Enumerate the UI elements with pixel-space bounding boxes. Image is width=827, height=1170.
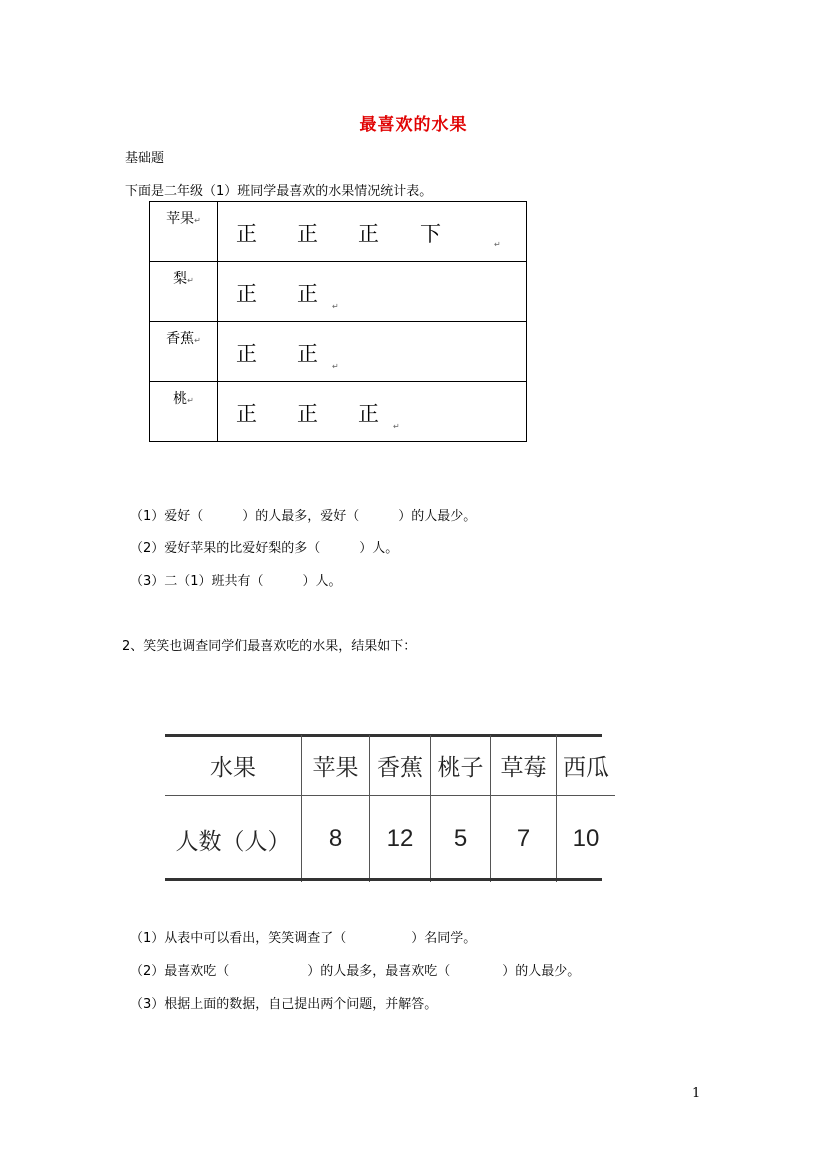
page-title: 最喜欢的水果	[359, 115, 468, 135]
question-2-3: （3）根据上面的数据，自己提出两个问题，并解答。	[130, 997, 438, 1012]
tally-mark: 正	[297, 402, 318, 426]
tally-row	[150, 262, 527, 322]
survey-count: 7	[491, 796, 557, 883]
question-1-2: （2）爱好苹果的比爱好梨的多（ ）人。	[130, 541, 399, 556]
survey-table	[165, 735, 615, 882]
survey-count-row	[165, 796, 615, 883]
tally-mark: 下	[420, 222, 441, 246]
survey-fruit: 西瓜	[557, 735, 616, 796]
tally-table	[149, 201, 527, 442]
tally-fruit-name: 桃↵	[150, 382, 218, 442]
survey-count: 12	[370, 796, 431, 883]
question-2-2: （2）最喜欢吃（ ）的人最多，最喜欢吃（ ）的人最少。	[130, 964, 581, 979]
tally-mark: 正	[236, 222, 257, 246]
tally-mark: 正	[297, 342, 318, 366]
tally-fruit-name: 香蕉↵	[150, 322, 218, 382]
question-2-1: （1）从表中可以看出，笑笑调查了（ ）名同学。	[130, 931, 477, 946]
tally-mark: 正	[236, 282, 257, 306]
tally-mark: 正	[236, 342, 257, 366]
tally-mark: 正	[236, 402, 257, 426]
survey-header-label: 水果	[165, 735, 302, 796]
tally-marks: 正 正 正 下 ↵	[218, 202, 527, 262]
tally-row	[150, 382, 527, 442]
survey-header-row	[165, 735, 615, 796]
survey-fruit: 香蕉	[370, 735, 431, 796]
tally-mark: 正	[297, 222, 318, 246]
survey-row-label: 人数（人）	[175, 828, 291, 855]
survey-fruit: 苹果	[302, 735, 370, 796]
intro-text: 下面是二年级（1）班同学最喜欢的水果情况统计表。	[125, 184, 433, 199]
page-number: 1	[692, 1086, 701, 1101]
survey-count: 8	[302, 796, 370, 883]
survey-fruit: 草莓	[491, 735, 557, 796]
tally-mark: 正	[358, 222, 379, 246]
tally-row	[150, 322, 527, 382]
survey-fruit: 桃子	[431, 735, 491, 796]
question-1-1: （1）爱好（ ）的人最多，爱好（ ）的人最少。	[130, 509, 477, 524]
tally-row	[150, 202, 527, 262]
tally-marks: 正 正 ↵	[218, 322, 527, 382]
tally-fruit-name: 苹果↵	[150, 202, 218, 262]
tally-mark: 正	[297, 282, 318, 306]
tally-marks: 正 正 ↵	[218, 262, 527, 322]
tally-mark: 正	[358, 402, 379, 426]
part2-intro: 2、笑笑也调查同学们最喜欢吃的水果，结果如下：	[122, 639, 417, 654]
question-1-3: （3）二（1）班共有（ ）人。	[130, 574, 342, 589]
survey-count: 10	[557, 796, 616, 883]
tally-marks: 正 正 正 ↵	[218, 382, 527, 442]
section-heading: 基础题	[125, 151, 165, 166]
table-bottom-rule	[165, 878, 602, 881]
survey-count: 5	[431, 796, 491, 883]
tally-fruit-name: 梨↵	[150, 262, 218, 322]
